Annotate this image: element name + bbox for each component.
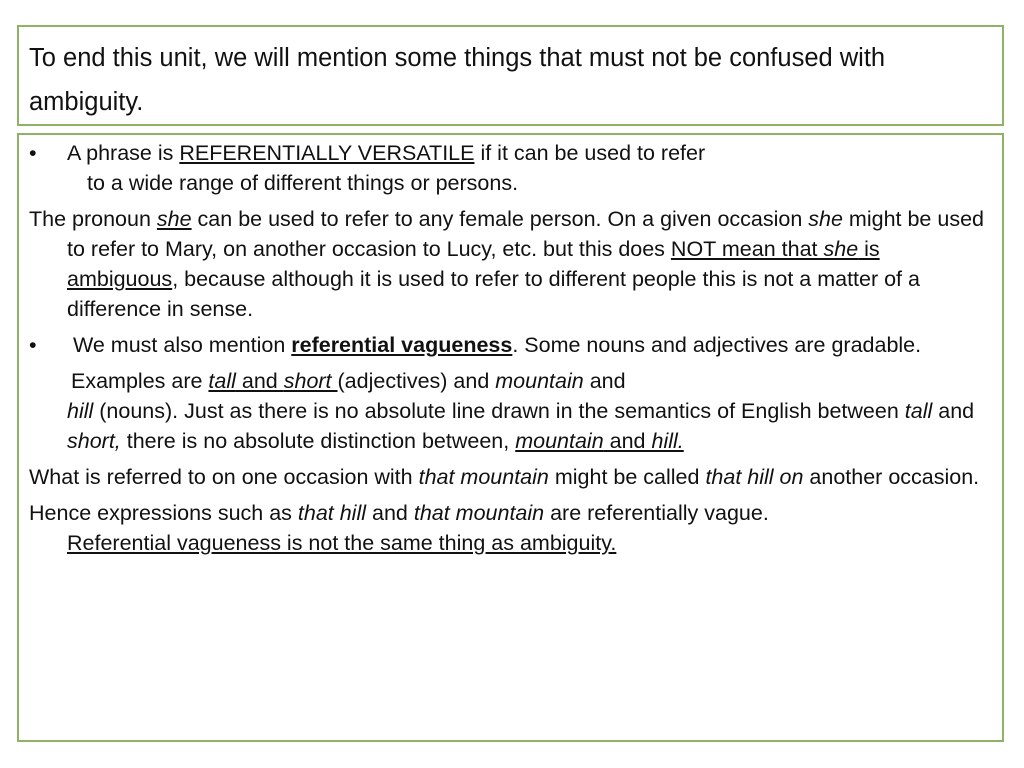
paragraph-examples: Examples are tall and short (adjectives) and mountain and hill (nouns). Just as there is no absolute line drawn in the semantics of English between tall and short, there is no absolute distinction between, mountain and hill.: [67, 369, 975, 453]
bullet-icon: •: [29, 333, 37, 357]
paragraph-that-mountain: What is referred to on one occasion with that mountain might be called that hill on another occasion.: [29, 465, 980, 489]
term-referential-vagueness: referential vagueness: [291, 333, 513, 357]
paragraph-pronoun-she: The pronoun she can be used to refer to any female person. On a given occasion she might be used to refer to Mary, on another occasion to Lucy, etc. but this does NOT mean that she is ambiguous, because although it is used to refer to different people this is not a matter of a difference in sense.: [29, 207, 984, 321]
bullet-continuation: to a wide range of different things or persons.: [87, 171, 519, 195]
slide-title: To end this unit, we will mention some things that must not be confused with ambiguity.: [29, 44, 886, 116]
title-box: [17, 25, 1004, 126]
bullet-referentially-versatile: • A phrase is REFERENTIALLY VERSATILE if it can be used to refer: [29, 138, 992, 168]
conclusion-line: Referential vagueness is not the same thing as ambiguity.: [67, 531, 617, 555]
bullet-referential-vagueness: • We must also mention referential vagueness. Some nouns and adjectives are gradable.: [29, 330, 992, 360]
paragraph-hence: Hence expressions such as that hill and that mountain are referentially vague.: [29, 501, 769, 525]
not-ambiguous-emphasis: NOT mean that she is ambiguous: [67, 237, 880, 291]
term-referentially-versatile: REFERENTIALLY VERSATILE: [179, 141, 475, 165]
bullet-icon: •: [29, 141, 37, 165]
content-box: [17, 133, 1004, 742]
